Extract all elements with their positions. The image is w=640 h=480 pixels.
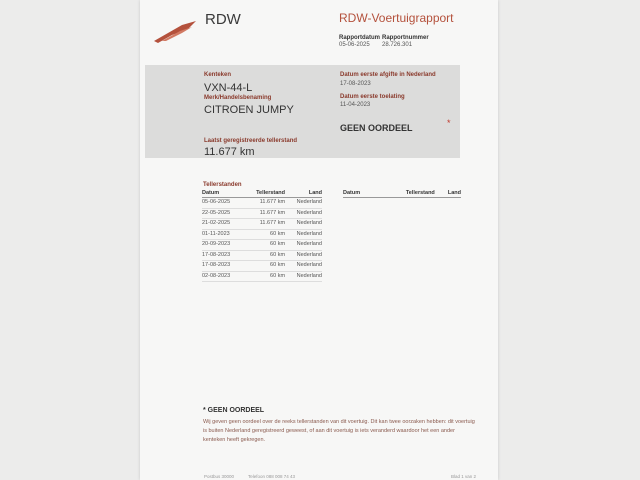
oordeel-star: * xyxy=(447,118,451,128)
brand-name: RDW xyxy=(205,11,241,28)
cell-tellerstand: 11.677 km xyxy=(243,198,285,209)
vehicle-summary-box xyxy=(145,65,460,158)
table-row xyxy=(202,219,322,230)
rapportnummer-label: Rapportnummer xyxy=(382,35,429,41)
footer-postbus: Postbus 30000 xyxy=(204,474,235,479)
cell-tellerstand: 60 km xyxy=(243,250,285,261)
cell-land: Nederland xyxy=(285,229,322,240)
report-title: RDW-Voertuigrapport xyxy=(339,11,454,25)
footnote-title: * GEEN OORDEEL xyxy=(203,407,265,414)
footnote-text: Wij geven geen oordeel over de reeks tellerstanden van dit voertuig. Dit kan twee oorzaken hebben: dit voertuig is buiten Nederland geregistreerd geweest, of aan dit voertuig is iets veranderd waardoor het een ander kenteken heeft gekregen. xyxy=(203,419,475,443)
cell-land: Nederland xyxy=(285,271,322,282)
col-tellerstand-2: Tellerstand xyxy=(377,190,435,198)
footer-page: Blad 1 van 2 xyxy=(451,474,477,479)
merk-value: CITROEN JUMPY xyxy=(204,104,294,116)
cell-tellerstand: 60 km xyxy=(243,261,285,272)
footer-telefoon: Telefoon 088 008 74 43 xyxy=(248,474,296,479)
rapportnummer-value: 28.726.301 xyxy=(382,42,413,48)
col-tellerstand: Tellerstand xyxy=(243,190,285,198)
cell-land: Nederland xyxy=(285,198,322,209)
oordeel-value: GEEN OORDEEL xyxy=(340,123,413,133)
col-land: Land xyxy=(285,190,322,198)
col-datum: Datum xyxy=(202,190,243,198)
table-row xyxy=(202,271,322,282)
table-row xyxy=(202,208,322,219)
cell-land: Nederland xyxy=(285,240,322,251)
cell-datum: 22-05-2025 xyxy=(202,208,243,219)
cell-tellerstand: 60 km xyxy=(243,240,285,251)
cell-land: Nederland xyxy=(285,261,322,272)
cell-tellerstand: 11.677 km xyxy=(243,208,285,219)
tellerstand-label: Laatst geregistreerde tellerstand xyxy=(204,138,298,144)
cell-land: Nederland xyxy=(285,208,322,219)
cell-datum: 17-08-2023 xyxy=(202,261,243,272)
cell-land: Nederland xyxy=(285,250,322,261)
cell-tellerstand: 60 km xyxy=(243,229,285,240)
rapportdatum-value: 05-06-2025 xyxy=(339,42,370,48)
cell-datum: 02-08-2023 xyxy=(202,271,243,282)
rapportdatum-label: Rapportdatum xyxy=(339,35,380,41)
cell-tellerstand: 60 km xyxy=(243,271,285,282)
rdw-logo xyxy=(152,19,197,45)
cell-tellerstand: 11.677 km xyxy=(243,219,285,230)
table-row xyxy=(202,240,322,251)
col-land-2: Land xyxy=(435,190,461,198)
cell-datum: 01-11-2023 xyxy=(202,229,243,240)
kenteken-value: VXN-44-L xyxy=(204,82,253,94)
table-row xyxy=(202,261,322,272)
tellerstanden-table-2 xyxy=(343,190,461,198)
cell-land: Nederland xyxy=(285,219,322,230)
kenteken-label: Kenteken xyxy=(204,72,232,78)
cell-datum: 05-06-2025 xyxy=(202,198,243,209)
tellerstand-value: 11.677 km xyxy=(204,146,255,158)
cell-datum: 20-09-2023 xyxy=(202,240,243,251)
cell-datum: 17-08-2023 xyxy=(202,250,243,261)
table-row xyxy=(202,198,322,209)
eerste-toelating-label: Datum eerste toelating xyxy=(340,94,405,100)
eerste-toelating-value: 11-04-2023 xyxy=(340,102,371,108)
cell-datum: 21-02-2025 xyxy=(202,219,243,230)
table-row xyxy=(202,229,322,240)
tellerstanden-table xyxy=(202,190,322,282)
eerste-afgifte-label: Datum eerste afgifte in Nederland xyxy=(340,72,436,78)
tellerstanden-title: Tellerstanden xyxy=(203,182,242,188)
col-datum-2: Datum xyxy=(343,190,377,198)
merk-label: Merk/Handelsbenaming xyxy=(204,95,272,101)
table-row xyxy=(202,250,322,261)
eerste-afgifte-value: 17-08-2023 xyxy=(340,81,371,87)
